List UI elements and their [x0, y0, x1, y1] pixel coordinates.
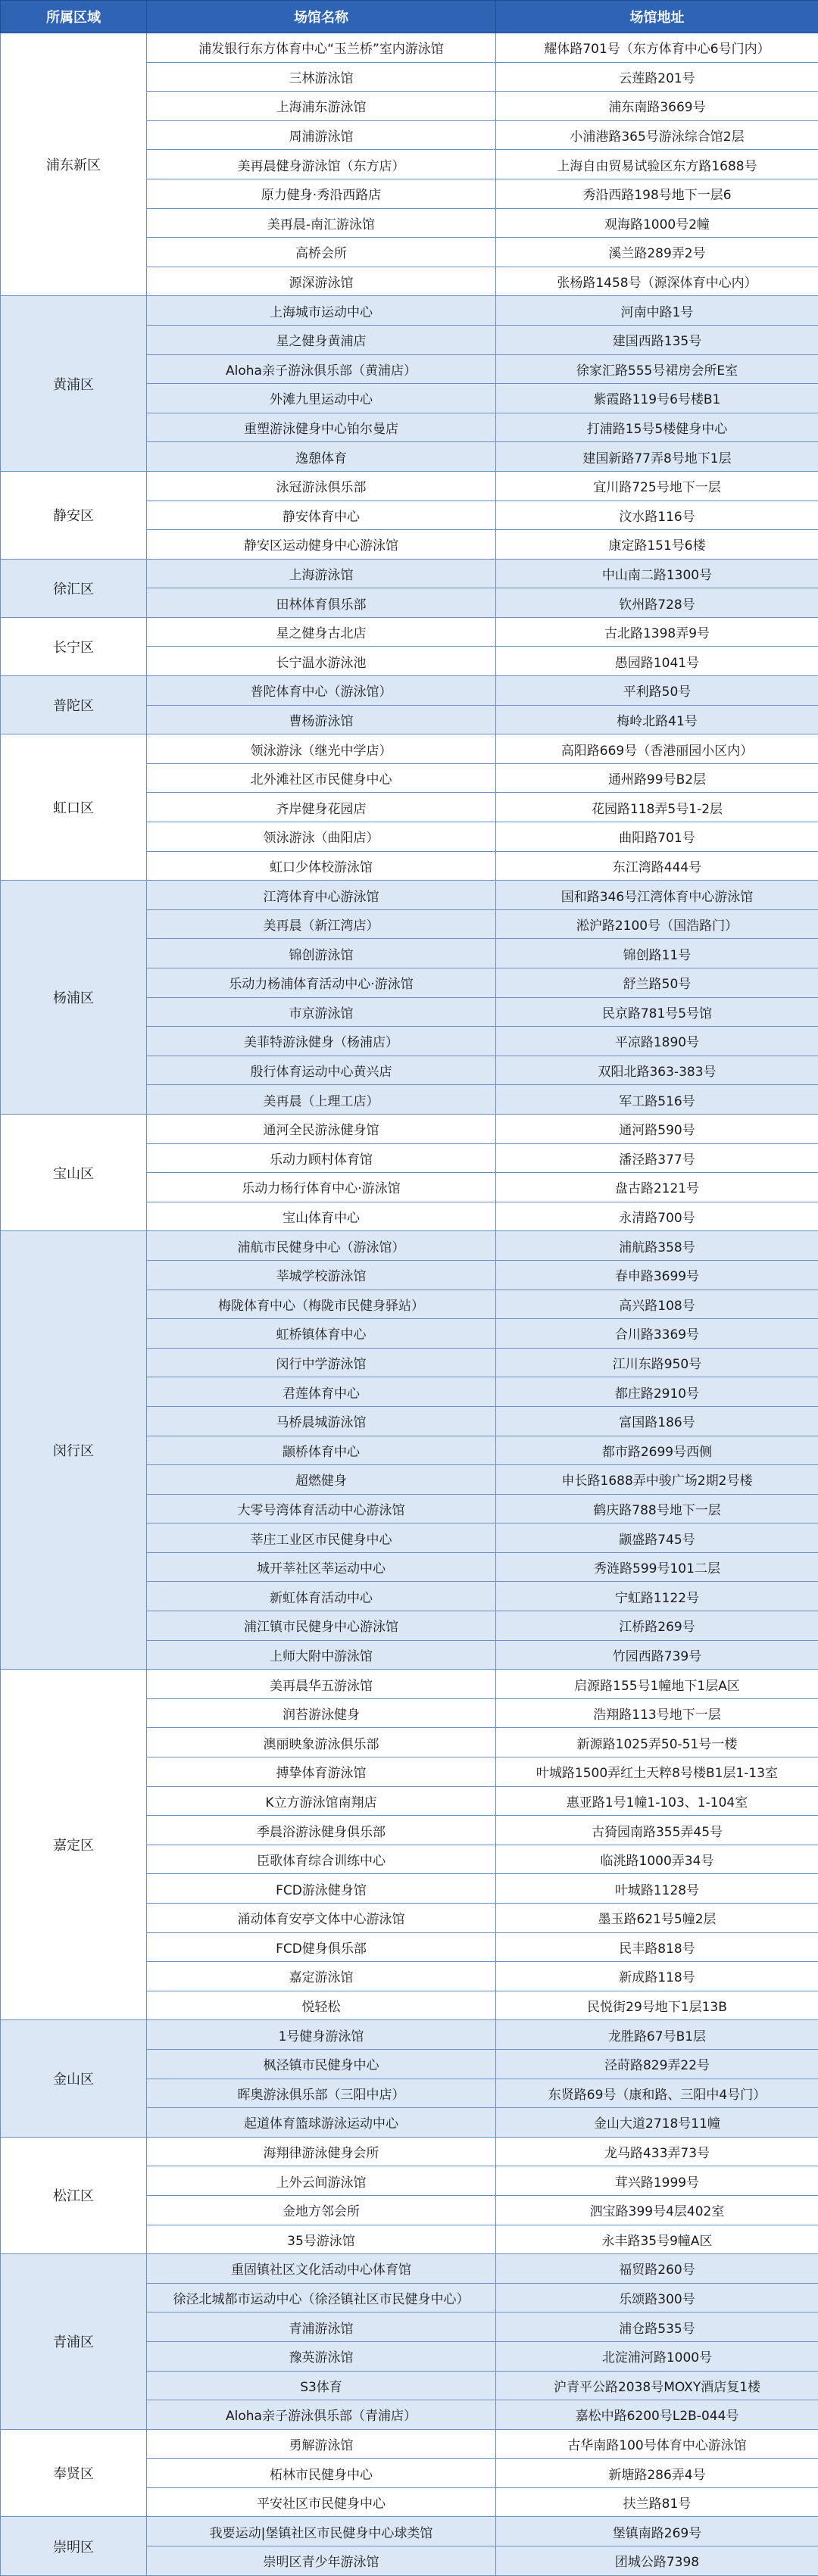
table-row [1, 1231, 818, 1261]
venue-cell: 静安区运动健身中心游泳馆 [147, 530, 496, 560]
address-cell: 国和路346号江湾体育中心游泳馆 [496, 881, 818, 910]
venue-cell: 上外云间游泳馆 [147, 2166, 496, 2196]
address-cell: 宜川路725号地下一层 [496, 471, 818, 501]
district-cell: 杨浦区 [1, 881, 147, 1115]
address-cell: 新塘路286弄4号 [496, 2459, 818, 2488]
address-cell: 堡镇南路269号 [496, 2517, 818, 2546]
district-cell: 徐汇区 [1, 559, 147, 617]
address-cell: 浦东南路3669号 [496, 92, 818, 121]
venue-cell: 35号游泳馆 [147, 2225, 496, 2254]
address-cell: 浦仓路535号 [496, 2312, 818, 2342]
district-cell: 黄浦区 [1, 296, 147, 472]
venue-cell: 马桥晨城游泳馆 [147, 1406, 496, 1436]
venue-cell: 1号健身游泳馆 [147, 2020, 496, 2050]
address-cell: 古北路1398弄9号 [496, 617, 818, 647]
district-cell: 闵行区 [1, 1231, 147, 1670]
address-cell: 宁虹路1122号 [496, 1582, 818, 1611]
venue-cell: 三林游泳馆 [147, 62, 496, 92]
venue-cell: 静安体育中心 [147, 501, 496, 530]
table-row [1, 2254, 818, 2284]
venue-cell: 闵行中学游泳馆 [147, 1348, 496, 1377]
address-cell: 竹园西路739号 [496, 1640, 818, 1670]
venue-cell: 重固镇社区文化活动中心体育馆 [147, 2254, 496, 2284]
venue-cell: 季晨浴游泳健身俱乐部 [147, 1816, 496, 1845]
venue-cell: 星之健身古北店 [147, 617, 496, 647]
venue-cell: 市京游泳馆 [147, 997, 496, 1027]
address-cell: 河南中路1号 [496, 296, 818, 326]
address-cell: 平利路50号 [496, 676, 818, 706]
address-cell: 钦州路728号 [496, 588, 818, 618]
table-row [1, 33, 818, 63]
table-row [1, 2137, 818, 2166]
venue-cell: 虹桥镇体育中心 [147, 1319, 496, 1349]
address-cell: 紫霞路119号6号楼B1 [496, 384, 818, 413]
address-cell: 嘉松中路6200号L2B-044号 [496, 2400, 818, 2430]
venue-cell: 浦发银行东方体育中心“玉兰桥”室内游泳馆 [147, 33, 496, 63]
venue-cell: 润苔游泳健身 [147, 1698, 496, 1728]
address-cell: 泗宝路399号4层402室 [496, 2195, 818, 2225]
venue-cell: 上海浦东游泳馆 [147, 92, 496, 121]
address-cell: 永清路700号 [496, 1202, 818, 1231]
table-body [1, 33, 818, 2576]
district-cell: 虹口区 [1, 734, 147, 881]
district-cell: 嘉定区 [1, 1670, 147, 2020]
address-cell: 建国新路77弄8号地下1层 [496, 442, 818, 472]
venue-cell: 颛桥体育中心 [147, 1436, 496, 1465]
venue-cell: 星之健身黄浦店 [147, 325, 496, 354]
address-cell: 鹤庆路788号地下一层 [496, 1494, 818, 1523]
venue-cell: 殷行体育运动中心黄兴店 [147, 1056, 496, 1085]
venue-cell: 美再晨（新江湾店） [147, 909, 496, 939]
address-cell: 永丰路35号9幢A区 [496, 2225, 818, 2254]
venue-cell: 起道体育篮球游泳运动中心 [147, 2108, 496, 2138]
venue-cell: 逸憩体育 [147, 442, 496, 472]
address-cell: 江川东路950号 [496, 1348, 818, 1377]
address-cell: 双阳北路363-383号 [496, 1056, 818, 1085]
table-row [1, 617, 818, 647]
venue-cell: 枫泾镇市民健身中心 [147, 2049, 496, 2079]
address-cell: 盘古路2121号 [496, 1173, 818, 1202]
address-cell: 古猗园南路355弄45号 [496, 1816, 818, 1845]
table-row [1, 1114, 818, 1143]
table-row [1, 296, 818, 326]
address-cell: 康定路151号6楼 [496, 530, 818, 560]
address-cell: 东江湾路444号 [496, 851, 818, 881]
address-cell: 民丰路818号 [496, 1932, 818, 1962]
address-cell: 淞沪路2100号（国浩路门） [496, 909, 818, 939]
table-row [1, 471, 818, 501]
venue-cell: 君莲体育中心 [147, 1377, 496, 1407]
address-cell: 张杨路1458号（源深体育中心内） [496, 267, 818, 296]
address-cell: 锦创路11号 [496, 939, 818, 968]
address-cell: 乐颂路300号 [496, 2283, 818, 2312]
address-cell: 潘泾路377号 [496, 1143, 818, 1173]
district-cell: 浦东新区 [1, 33, 147, 296]
table-row [1, 2020, 818, 2050]
address-cell: 新成路118号 [496, 1962, 818, 1991]
venue-cell: 莘庄工业区市民健身中心 [147, 1523, 496, 1553]
address-cell: 汶水路116号 [496, 501, 818, 530]
address-cell: 都市路2699号西侧 [496, 1436, 818, 1465]
venue-cell: 泳冠游泳俱乐部 [147, 471, 496, 501]
venue-cell: FCD健身俱乐部 [147, 1932, 496, 1962]
address-cell: 通州路99号B2层 [496, 763, 818, 793]
address-cell: 茸兴路1999号 [496, 2166, 818, 2196]
address-cell: 合川路3369号 [496, 1319, 818, 1349]
address-cell: 打浦路15号5楼健身中心 [496, 413, 818, 442]
venue-cell: 美菲特游泳健身（杨浦店） [147, 1027, 496, 1056]
venue-cell: 悦轻松 [147, 1991, 496, 2020]
address-cell: 小浦港路365号游泳综合馆2层 [496, 120, 818, 150]
address-cell: 观海路1000号2幢 [496, 208, 818, 238]
address-cell: 龙胜路67号B1层 [496, 2020, 818, 2050]
address-cell: 都庄路2910号 [496, 1377, 818, 1407]
venue-cell: FCD游泳健身馆 [147, 1874, 496, 1904]
venue-cell: 搏挚体育游泳馆 [147, 1757, 496, 1787]
address-cell: 惠亚路1号1幢1-103、1-104室 [496, 1786, 818, 1816]
venue-cell: 乐动力杨行体育中心·游泳馆 [147, 1173, 496, 1202]
venue-cell: 重塑游泳健身中心铂尔曼店 [147, 413, 496, 442]
venue-cell: 高桥会所 [147, 238, 496, 267]
address-cell: 叶城路1500弄红土天粹8号楼B1层1-13室 [496, 1757, 818, 1787]
venue-cell: 齐岸健身花园店 [147, 793, 496, 822]
table-row [1, 1670, 818, 1699]
address-cell: 富国路186号 [496, 1406, 818, 1436]
venue-cell: 平安社区市民健身中心 [147, 2487, 496, 2517]
address-cell: 叶城路1128号 [496, 1874, 818, 1904]
venue-cell: 领泳游泳（曲阳店） [147, 822, 496, 852]
venue-cell: 新虹体育活动中心 [147, 1582, 496, 1611]
venue-cell: 浦江镇市民健身中心游泳馆 [147, 1611, 496, 1641]
table-row [1, 2429, 818, 2459]
venue-cell: 田林体育俱乐部 [147, 588, 496, 618]
venue-cell: 虹口少体校游泳馆 [147, 851, 496, 881]
address-cell: 江桥路269号 [496, 1611, 818, 1641]
venue-cell: 上海城市运动中心 [147, 296, 496, 326]
venue-cell: 豫英游泳馆 [147, 2341, 496, 2371]
venue-cell: 金地方邻会所 [147, 2195, 496, 2225]
address-cell: 徐家汇路555号裙房会所E室 [496, 354, 818, 384]
venue-cell: 上海游泳馆 [147, 559, 496, 588]
venue-cell: 柘林市民健身中心 [147, 2459, 496, 2488]
venue-cell: 浦航市民健身中心（游泳馆） [147, 1231, 496, 1261]
venue-cell: 曹杨游泳馆 [147, 705, 496, 734]
address-cell: 民京路781号5号馆 [496, 997, 818, 1027]
address-cell: 平凉路1890号 [496, 1027, 818, 1056]
address-cell: 墨玉路621号5幢2层 [496, 1904, 818, 1933]
venue-cell: 通河全民游泳健身馆 [147, 1114, 496, 1143]
address-cell: 春申路3699号 [496, 1260, 818, 1290]
header-venue: 场馆名称 [147, 1, 496, 33]
address-cell: 泾莳路829弄22号 [496, 2049, 818, 2079]
venue-cell: 宝山体育中心 [147, 1202, 496, 1231]
venue-cell: 美再晨（上理工店） [147, 1085, 496, 1115]
address-cell: 福贸路260号 [496, 2254, 818, 2284]
address-cell: 高兴路108号 [496, 1290, 818, 1319]
address-cell: 沪青平公路2038号MOXY酒店复1楼 [496, 2371, 818, 2400]
venue-cell: 外滩九里运动中心 [147, 384, 496, 413]
venue-cell: Aloha亲子游泳俱乐部（黄浦店） [147, 354, 496, 384]
header-address: 场馆地址 [496, 1, 818, 33]
venue-cell: 上师大附中游泳馆 [147, 1640, 496, 1670]
venue-cell: 崇明区青少年游泳馆 [147, 2546, 496, 2576]
address-cell: 东贤路69号（康和路、三阳中4号门） [496, 2079, 818, 2108]
district-cell: 普陀区 [1, 676, 147, 734]
venue-cell: S3体育 [147, 2371, 496, 2400]
table-row [1, 676, 818, 706]
venue-cell: 海翔律游泳健身会所 [147, 2137, 496, 2166]
venue-cell: 梅陇体育中心（梅陇市民健身驿站） [147, 1290, 496, 1319]
venue-cell: 晖奥游泳俱乐部（三阳中店） [147, 2079, 496, 2108]
address-cell: 建国西路135号 [496, 325, 818, 354]
address-cell: 浦航路358号 [496, 1231, 818, 1261]
venue-cell: 涌动体育安亭文体中心游泳馆 [147, 1904, 496, 1933]
address-cell: 花园路118弄5号1-2层 [496, 793, 818, 822]
district-cell: 青浦区 [1, 2254, 147, 2430]
address-cell: 军工路516号 [496, 1085, 818, 1115]
venue-cell: 长宁温水游泳池 [147, 647, 496, 676]
venue-cell: 臣歌体育综合训练中心 [147, 1845, 496, 1874]
district-cell: 金山区 [1, 2020, 147, 2137]
address-cell: 通河路590号 [496, 1114, 818, 1143]
venue-cell: 锦创游泳馆 [147, 939, 496, 968]
venue-cell: 美再晨-南汇游泳馆 [147, 208, 496, 238]
venue-cell: 大零号湾体育活动中心游泳馆 [147, 1494, 496, 1523]
table-row [1, 734, 818, 764]
venue-cell: 嘉定游泳馆 [147, 1962, 496, 1991]
address-cell: 梅岭北路41号 [496, 705, 818, 734]
address-cell: 溪兰路289弄2号 [496, 238, 818, 267]
table-row [1, 2517, 818, 2546]
address-cell: 耀体路701号（东方体育中心6号门内） [496, 33, 818, 63]
table-row [1, 881, 818, 910]
address-cell: 民悦街29号地下1层13B [496, 1991, 818, 2020]
header-district: 所属区域 [1, 1, 147, 33]
address-cell: 古华南路100号体育中心游泳馆 [496, 2429, 818, 2459]
district-cell: 崇明区 [1, 2517, 147, 2575]
district-cell: 宝山区 [1, 1114, 147, 1230]
venue-cell: 美再晨华五游泳馆 [147, 1670, 496, 1699]
venue-cell: 领泳游泳（继光中学店） [147, 734, 496, 764]
venue-cell: 源深游泳馆 [147, 267, 496, 296]
address-cell: 北淀浦河路1000号 [496, 2341, 818, 2371]
address-cell: 金山大道2718号11幢 [496, 2108, 818, 2138]
venue-cell: 勇解游泳馆 [147, 2429, 496, 2459]
venue-cell: 我要运动|堡镇社区市民健身中心球类馆 [147, 2517, 496, 2546]
address-cell: 浩翔路113号地下一层 [496, 1698, 818, 1728]
address-cell: 中山南二路1300号 [496, 559, 818, 588]
address-cell: 团城公路7398 [496, 2546, 818, 2576]
venue-cell: 乐动力顾村体育馆 [147, 1143, 496, 1173]
venue-cell: 莘城学校游泳馆 [147, 1260, 496, 1290]
table-header-row [1, 1, 818, 33]
venue-cell: 澳丽映象游泳俱乐部 [147, 1728, 496, 1757]
address-cell: 曲阳路701号 [496, 822, 818, 852]
district-cell: 松江区 [1, 2137, 147, 2253]
venue-cell: Aloha亲子游泳俱乐部（青浦店） [147, 2400, 496, 2430]
venue-cell: K立方游泳馆南翔店 [147, 1786, 496, 1816]
venue-cell: 超燃健身 [147, 1465, 496, 1495]
address-cell: 愚园路1041号 [496, 647, 818, 676]
venue-cell: 乐动力杨浦体育活动中心·游泳馆 [147, 968, 496, 998]
address-cell: 颛盛路745号 [496, 1523, 818, 1553]
address-cell: 上海自由贸易试验区东方路1688号 [496, 150, 818, 179]
address-cell: 龙马路433弄73号 [496, 2137, 818, 2166]
venue-cell: 周浦游泳馆 [147, 120, 496, 150]
table-row [1, 559, 818, 588]
venue-cell: 江湾体育中心游泳馆 [147, 881, 496, 910]
address-cell: 临洮路1000弄34号 [496, 1845, 818, 1874]
address-cell: 新源路1025弄50-51号一楼 [496, 1728, 818, 1757]
address-cell: 高阳路669号（香港丽园小区内） [496, 734, 818, 764]
address-cell: 舒兰路50号 [496, 968, 818, 998]
venue-cell: 普陀体育中心（游泳馆） [147, 676, 496, 706]
address-cell: 启源路155号1幢地下1层A区 [496, 1670, 818, 1699]
venue-cell: 徐泾北城都市运动中心（徐泾镇社区市民健身中心） [147, 2283, 496, 2312]
venue-cell: 北外滩社区市民健身中心 [147, 763, 496, 793]
address-cell: 申长路1688弄中骏广场2期2号楼 [496, 1465, 818, 1495]
venue-cell: 原力健身·秀沿西路店 [147, 179, 496, 208]
address-cell: 秀涟路599号101二层 [496, 1552, 818, 1582]
address-cell: 扶兰路81号 [496, 2487, 818, 2517]
venue-cell: 青浦游泳馆 [147, 2312, 496, 2342]
district-cell: 长宁区 [1, 617, 147, 675]
district-cell: 静安区 [1, 471, 147, 559]
district-cell: 奉贤区 [1, 2429, 147, 2517]
address-cell: 秀沿西路198号地下一层6 [496, 179, 818, 208]
venue-cell: 美再晨健身游泳馆（东方店） [147, 150, 496, 179]
venue-cell: 城开莘社区莘运动中心 [147, 1552, 496, 1582]
address-cell: 云莲路201号 [496, 62, 818, 92]
